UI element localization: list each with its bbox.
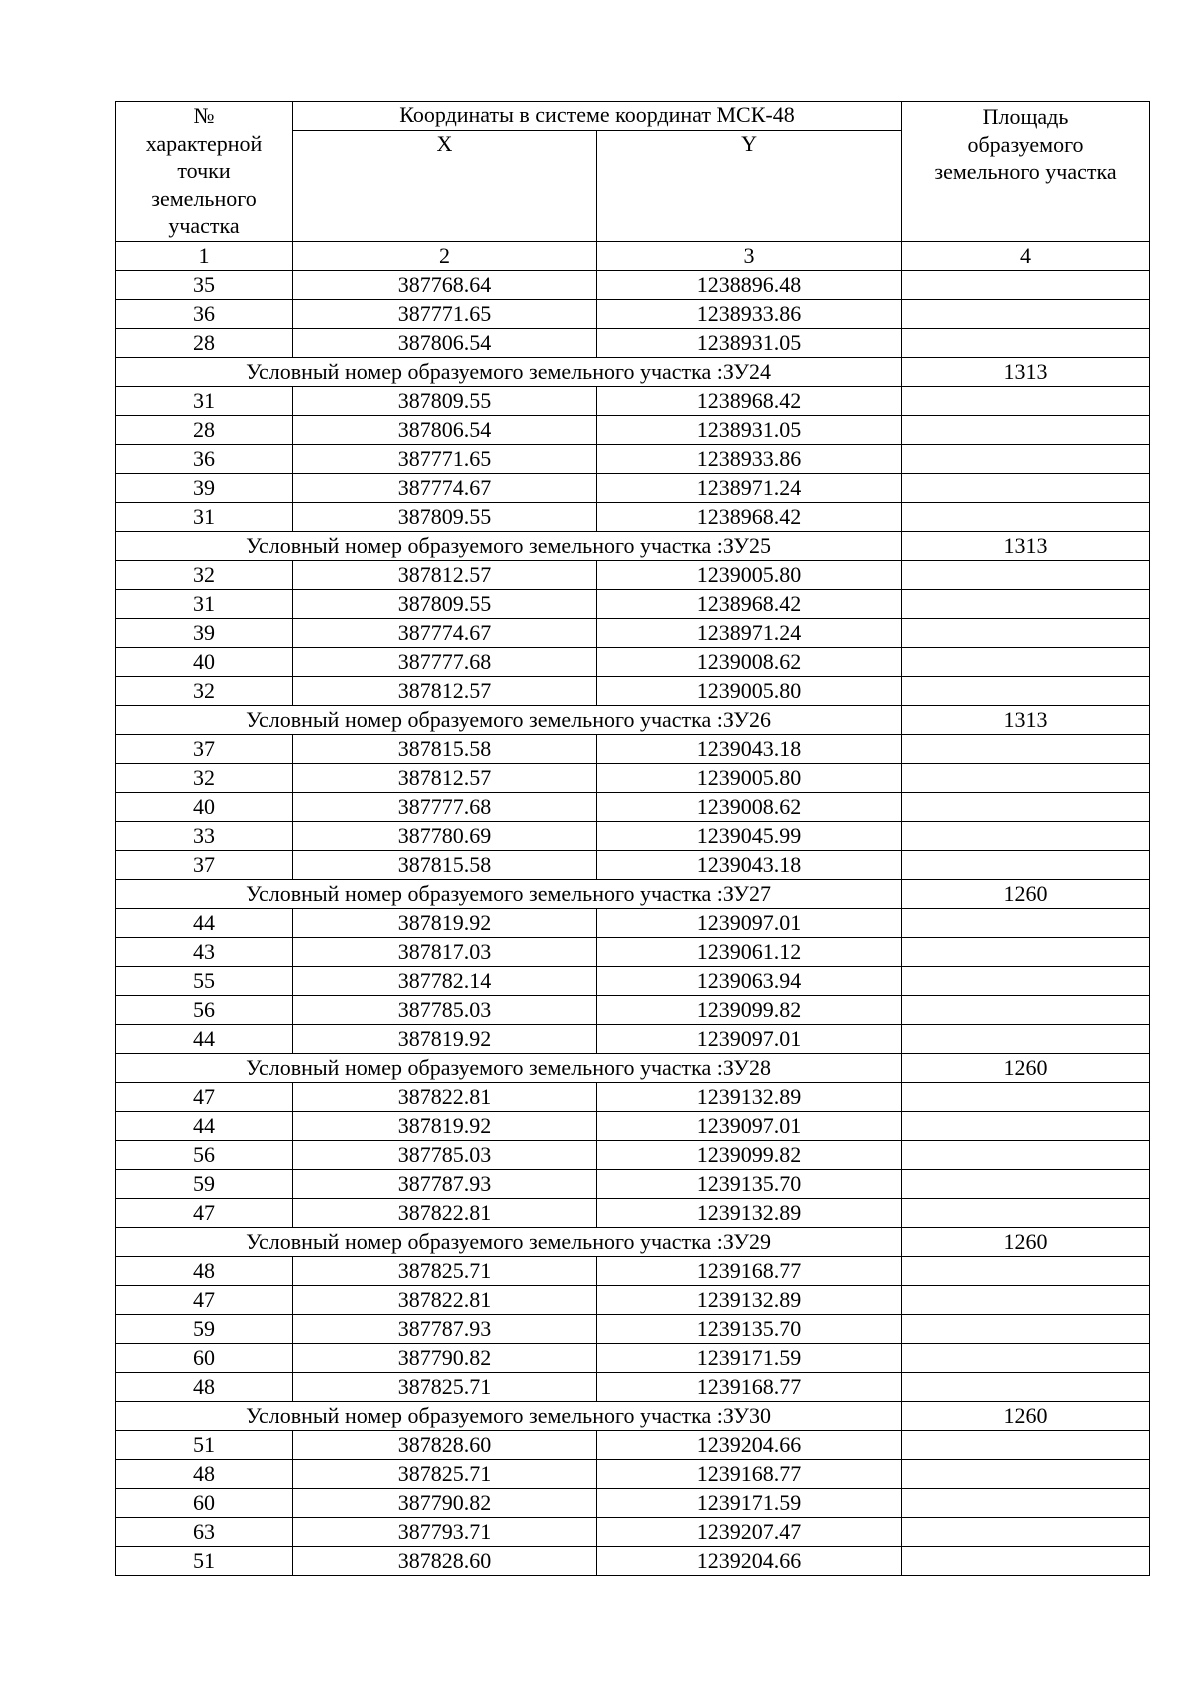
- table-row: [116, 1489, 1150, 1518]
- column-number: 3: [597, 242, 902, 271]
- plot-area: 1313: [902, 532, 1150, 561]
- y-coordinate-cell: 1239168.77: [597, 1373, 902, 1402]
- plot-label: Условный номер образуемого земельного участка :ЗУ25: [116, 532, 902, 561]
- plot-area: 1313: [902, 706, 1150, 735]
- y-coordinate-cell: 1239061.12: [597, 938, 902, 967]
- plot-row: [116, 358, 1150, 387]
- area-cell-empty: [902, 590, 1150, 619]
- plot-row: [116, 880, 1150, 909]
- y-coordinate-cell: 1239043.18: [597, 851, 902, 880]
- table-row: [116, 300, 1150, 329]
- point-number-cell: 60: [116, 1344, 293, 1373]
- point-number-cell: 31: [116, 503, 293, 532]
- area-header: [902, 102, 1150, 242]
- area-cell-empty: [902, 1373, 1150, 1402]
- point-number-cell: 59: [116, 1315, 293, 1344]
- x-header: X: [293, 131, 597, 242]
- plot-label: Условный номер образуемого земельного участка :ЗУ29: [116, 1228, 902, 1257]
- area-cell-empty: [902, 648, 1150, 677]
- plot-label: Условный номер образуемого земельного участка :ЗУ24: [116, 358, 902, 387]
- table-row: [116, 1518, 1150, 1547]
- y-coordinate-cell: 1239097.01: [597, 1112, 902, 1141]
- area-cell-empty: [902, 1112, 1150, 1141]
- y-coordinate-cell: 1239099.82: [597, 1141, 902, 1170]
- point-number-cell: 48: [116, 1257, 293, 1286]
- area-cell-empty: [902, 793, 1150, 822]
- point-header-line: характерной: [145, 130, 263, 156]
- table-row: [116, 474, 1150, 503]
- table-row: [116, 271, 1150, 300]
- area-cell-empty: [902, 909, 1150, 938]
- plot-area: 1260: [902, 1228, 1150, 1257]
- y-coordinate-cell: 1239005.80: [597, 764, 902, 793]
- point-number-cell: 56: [116, 1141, 293, 1170]
- point-number-cell: 60: [116, 1489, 293, 1518]
- table-row: [116, 387, 1150, 416]
- x-coordinate-cell: 387777.68: [293, 793, 597, 822]
- point-number-cell: 47: [116, 1286, 293, 1315]
- area-cell-empty: [902, 1315, 1150, 1344]
- table-row: [116, 1344, 1150, 1373]
- x-coordinate-cell: 387825.71: [293, 1257, 597, 1286]
- x-coordinate-cell: 387777.68: [293, 648, 597, 677]
- table-row: [116, 1460, 1150, 1489]
- x-coordinate-cell: 387812.57: [293, 764, 597, 793]
- area-cell-empty: [902, 1170, 1150, 1199]
- table-row: [116, 329, 1150, 358]
- column-number: 2: [293, 242, 597, 271]
- x-coordinate-cell: 387828.60: [293, 1431, 597, 1460]
- area-cell-empty: [902, 1286, 1150, 1315]
- y-coordinate-cell: 1238968.42: [597, 590, 902, 619]
- y-coordinate-cell: 1238933.86: [597, 445, 902, 474]
- y-coordinate-cell: 1239132.89: [597, 1083, 902, 1112]
- area-cell-empty: [902, 938, 1150, 967]
- y-coordinate-cell: 1239045.99: [597, 822, 902, 851]
- y-coordinate-cell: 1239005.80: [597, 677, 902, 706]
- table-row: [116, 416, 1150, 445]
- x-coordinate-cell: 387819.92: [293, 1025, 597, 1054]
- table-row: [116, 764, 1150, 793]
- y-coordinate-cell: 1239135.70: [597, 1315, 902, 1344]
- plot-row: [116, 706, 1150, 735]
- point-number-cell: 44: [116, 1112, 293, 1141]
- plot-label: Условный номер образуемого земельного участка :ЗУ28: [116, 1054, 902, 1083]
- point-number-cell: 33: [116, 822, 293, 851]
- plot-label: Условный номер образуемого земельного участка :ЗУ27: [116, 880, 902, 909]
- table-row: [116, 1286, 1150, 1315]
- x-coordinate-cell: 387822.81: [293, 1083, 597, 1112]
- y-coordinate-cell: 1239099.82: [597, 996, 902, 1025]
- area-cell-empty: [902, 1199, 1150, 1228]
- point-number-cell: 35: [116, 271, 293, 300]
- area-cell-empty: [902, 445, 1150, 474]
- area-cell-empty: [902, 1083, 1150, 1112]
- table-row: [116, 677, 1150, 706]
- point-number-cell: 32: [116, 677, 293, 706]
- point-number-header: [116, 102, 293, 242]
- x-coordinate-cell: 387806.54: [293, 416, 597, 445]
- table-row: [116, 909, 1150, 938]
- x-coordinate-cell: 387809.55: [293, 503, 597, 532]
- x-coordinate-cell: 387790.82: [293, 1344, 597, 1373]
- table-row: [116, 1141, 1150, 1170]
- table-row: [116, 1112, 1150, 1141]
- area-cell-empty: [902, 1489, 1150, 1518]
- y-coordinate-cell: 1239204.66: [597, 1547, 902, 1576]
- coordinates-table: [115, 101, 1150, 1576]
- x-coordinate-cell: 387819.92: [293, 909, 597, 938]
- y-coordinate-cell: 1239063.94: [597, 967, 902, 996]
- point-number-cell: 36: [116, 445, 293, 474]
- table-row: [116, 590, 1150, 619]
- x-coordinate-cell: 387771.65: [293, 300, 597, 329]
- area-cell-empty: [902, 677, 1150, 706]
- point-number-cell: 48: [116, 1460, 293, 1489]
- plot-row: [116, 1402, 1150, 1431]
- table-row: [116, 793, 1150, 822]
- y-coordinate-cell: 1239168.77: [597, 1460, 902, 1489]
- y-coordinate-cell: 1238931.05: [597, 416, 902, 445]
- point-header-line: точки: [177, 158, 231, 183]
- table-row: [116, 1315, 1150, 1344]
- plot-label: Условный номер образуемого земельного участка :ЗУ30: [116, 1402, 902, 1431]
- x-coordinate-cell: 387787.93: [293, 1170, 597, 1199]
- point-number-cell: 43: [116, 938, 293, 967]
- point-header-line: №: [193, 103, 215, 128]
- y-coordinate-cell: 1238971.24: [597, 474, 902, 503]
- x-coordinate-cell: 387806.54: [293, 329, 597, 358]
- y-coordinate-cell: 1239171.59: [597, 1489, 902, 1518]
- point-number-cell: 63: [116, 1518, 293, 1547]
- table-row: [116, 1170, 1150, 1199]
- area-cell-empty: [902, 1257, 1150, 1286]
- x-coordinate-cell: 387768.64: [293, 271, 597, 300]
- point-number-cell: 39: [116, 619, 293, 648]
- x-coordinate-cell: 387825.71: [293, 1460, 597, 1489]
- point-number-cell: 37: [116, 851, 293, 880]
- x-coordinate-cell: 387787.93: [293, 1315, 597, 1344]
- y-coordinate-cell: 1239008.62: [597, 648, 902, 677]
- area-cell-empty: [902, 764, 1150, 793]
- plot-row: [116, 1054, 1150, 1083]
- table-row: [116, 735, 1150, 764]
- area-header-line: образуемого: [967, 131, 1084, 157]
- table-row: [116, 648, 1150, 677]
- x-coordinate-cell: 387812.57: [293, 677, 597, 706]
- point-number-cell: 51: [116, 1547, 293, 1576]
- x-coordinate-cell: 387825.71: [293, 1373, 597, 1402]
- table-row: [116, 938, 1150, 967]
- y-coordinate-cell: 1238968.42: [597, 387, 902, 416]
- table-row: [116, 1373, 1150, 1402]
- table-row: [116, 822, 1150, 851]
- area-header-line: земельного участка: [934, 159, 1117, 184]
- area-cell-empty: [902, 1547, 1150, 1576]
- point-number-cell: 40: [116, 793, 293, 822]
- table-row: [116, 619, 1150, 648]
- area-cell-empty: [902, 1025, 1150, 1054]
- area-cell-empty: [902, 416, 1150, 445]
- table-row: [116, 1199, 1150, 1228]
- x-coordinate-cell: 387822.81: [293, 1286, 597, 1315]
- y-coordinate-cell: 1239132.89: [597, 1286, 902, 1315]
- y-coordinate-cell: 1238968.42: [597, 503, 902, 532]
- point-number-cell: 48: [116, 1373, 293, 1402]
- y-coordinate-cell: 1239207.47: [597, 1518, 902, 1547]
- area-cell-empty: [902, 561, 1150, 590]
- point-number-cell: 32: [116, 764, 293, 793]
- area-cell-empty: [902, 1344, 1150, 1373]
- y-coordinate-cell: 1239204.66: [597, 1431, 902, 1460]
- area-cell-empty: [902, 474, 1150, 503]
- area-cell-empty: [902, 503, 1150, 532]
- y-coordinate-cell: 1238971.24: [597, 619, 902, 648]
- point-number-cell: 40: [116, 648, 293, 677]
- area-cell-empty: [902, 851, 1150, 880]
- x-coordinate-cell: 387774.67: [293, 474, 597, 503]
- area-header-line: Площадь: [982, 104, 1069, 129]
- point-number-cell: 59: [116, 1170, 293, 1199]
- area-cell-empty: [902, 1518, 1150, 1547]
- table-row: [116, 851, 1150, 880]
- coordinates-group-header: Координаты в системе координат МСК-48: [293, 102, 902, 131]
- x-coordinate-cell: 387809.55: [293, 387, 597, 416]
- plot-label: Условный номер образуемого земельного участка :ЗУ26: [116, 706, 902, 735]
- point-number-cell: 31: [116, 387, 293, 416]
- y-coordinate-cell: 1238933.86: [597, 300, 902, 329]
- point-number-cell: 51: [116, 1431, 293, 1460]
- area-cell-empty: [902, 387, 1150, 416]
- column-number: 4: [902, 242, 1150, 271]
- coordinates-table-body: [116, 102, 1150, 1576]
- table-row: [116, 1083, 1150, 1112]
- y-coordinate-cell: 1239043.18: [597, 735, 902, 764]
- x-coordinate-cell: 387828.60: [293, 1547, 597, 1576]
- x-coordinate-cell: 387774.67: [293, 619, 597, 648]
- header-row: [116, 102, 1150, 131]
- point-number-cell: 36: [116, 300, 293, 329]
- x-coordinate-cell: 387771.65: [293, 445, 597, 474]
- area-cell-empty: [902, 619, 1150, 648]
- table-row: [116, 1547, 1150, 1576]
- table-row: [116, 1257, 1150, 1286]
- area-cell-empty: [902, 271, 1150, 300]
- x-coordinate-cell: 387790.82: [293, 1489, 597, 1518]
- x-coordinate-cell: 387809.55: [293, 590, 597, 619]
- point-header-line: земельного: [151, 185, 257, 211]
- point-number-cell: 44: [116, 1025, 293, 1054]
- x-coordinate-cell: 387793.71: [293, 1518, 597, 1547]
- y-coordinate-cell: 1238931.05: [597, 329, 902, 358]
- x-coordinate-cell: 387782.14: [293, 967, 597, 996]
- point-number-cell: 28: [116, 329, 293, 358]
- point-number-cell: 47: [116, 1083, 293, 1112]
- table-row: [116, 1431, 1150, 1460]
- area-cell-empty: [902, 996, 1150, 1025]
- plot-area: 1260: [902, 880, 1150, 909]
- area-cell-empty: [902, 300, 1150, 329]
- point-number-cell: 55: [116, 967, 293, 996]
- x-coordinate-cell: 387817.03: [293, 938, 597, 967]
- table-row: [116, 967, 1150, 996]
- x-coordinate-cell: 387780.69: [293, 822, 597, 851]
- x-coordinate-cell: 387815.58: [293, 851, 597, 880]
- point-number-cell: 28: [116, 416, 293, 445]
- area-cell-empty: [902, 1141, 1150, 1170]
- point-number-cell: 44: [116, 909, 293, 938]
- x-coordinate-cell: 387815.58: [293, 735, 597, 764]
- area-cell-empty: [902, 735, 1150, 764]
- y-coordinate-cell: 1239008.62: [597, 793, 902, 822]
- x-coordinate-cell: 387785.03: [293, 1141, 597, 1170]
- column-number: 1: [116, 242, 293, 271]
- point-number-cell: 39: [116, 474, 293, 503]
- area-cell-empty: [902, 822, 1150, 851]
- plot-area: 1313: [902, 358, 1150, 387]
- x-coordinate-cell: 387812.57: [293, 561, 597, 590]
- table-row: [116, 1025, 1150, 1054]
- column-numbers-row: [116, 242, 1150, 271]
- x-coordinate-cell: 387822.81: [293, 1199, 597, 1228]
- y-coordinate-cell: 1239005.80: [597, 561, 902, 590]
- point-number-cell: 47: [116, 1199, 293, 1228]
- table-row: [116, 445, 1150, 474]
- y-coordinate-cell: 1239132.89: [597, 1199, 902, 1228]
- y-coordinate-cell: 1239168.77: [597, 1257, 902, 1286]
- y-coordinate-cell: 1239097.01: [597, 1025, 902, 1054]
- point-header-line: участка: [168, 213, 240, 238]
- area-cell-empty: [902, 967, 1150, 996]
- x-coordinate-cell: 387819.92: [293, 1112, 597, 1141]
- area-cell-empty: [902, 1431, 1150, 1460]
- point-number-cell: 31: [116, 590, 293, 619]
- x-coordinate-cell: 387785.03: [293, 996, 597, 1025]
- plot-row: [116, 1228, 1150, 1257]
- plot-area: 1260: [902, 1054, 1150, 1083]
- table-row: [116, 996, 1150, 1025]
- y-coordinate-cell: 1238896.48: [597, 271, 902, 300]
- y-header: Y: [597, 131, 902, 242]
- point-number-cell: 32: [116, 561, 293, 590]
- y-coordinate-cell: 1239135.70: [597, 1170, 902, 1199]
- area-cell-empty: [902, 329, 1150, 358]
- y-coordinate-cell: 1239171.59: [597, 1344, 902, 1373]
- table-row: [116, 503, 1150, 532]
- plot-row: [116, 532, 1150, 561]
- plot-area: 1260: [902, 1402, 1150, 1431]
- area-cell-empty: [902, 1460, 1150, 1489]
- point-number-cell: 37: [116, 735, 293, 764]
- y-coordinate-cell: 1239097.01: [597, 909, 902, 938]
- table-row: [116, 561, 1150, 590]
- point-number-cell: 56: [116, 996, 293, 1025]
